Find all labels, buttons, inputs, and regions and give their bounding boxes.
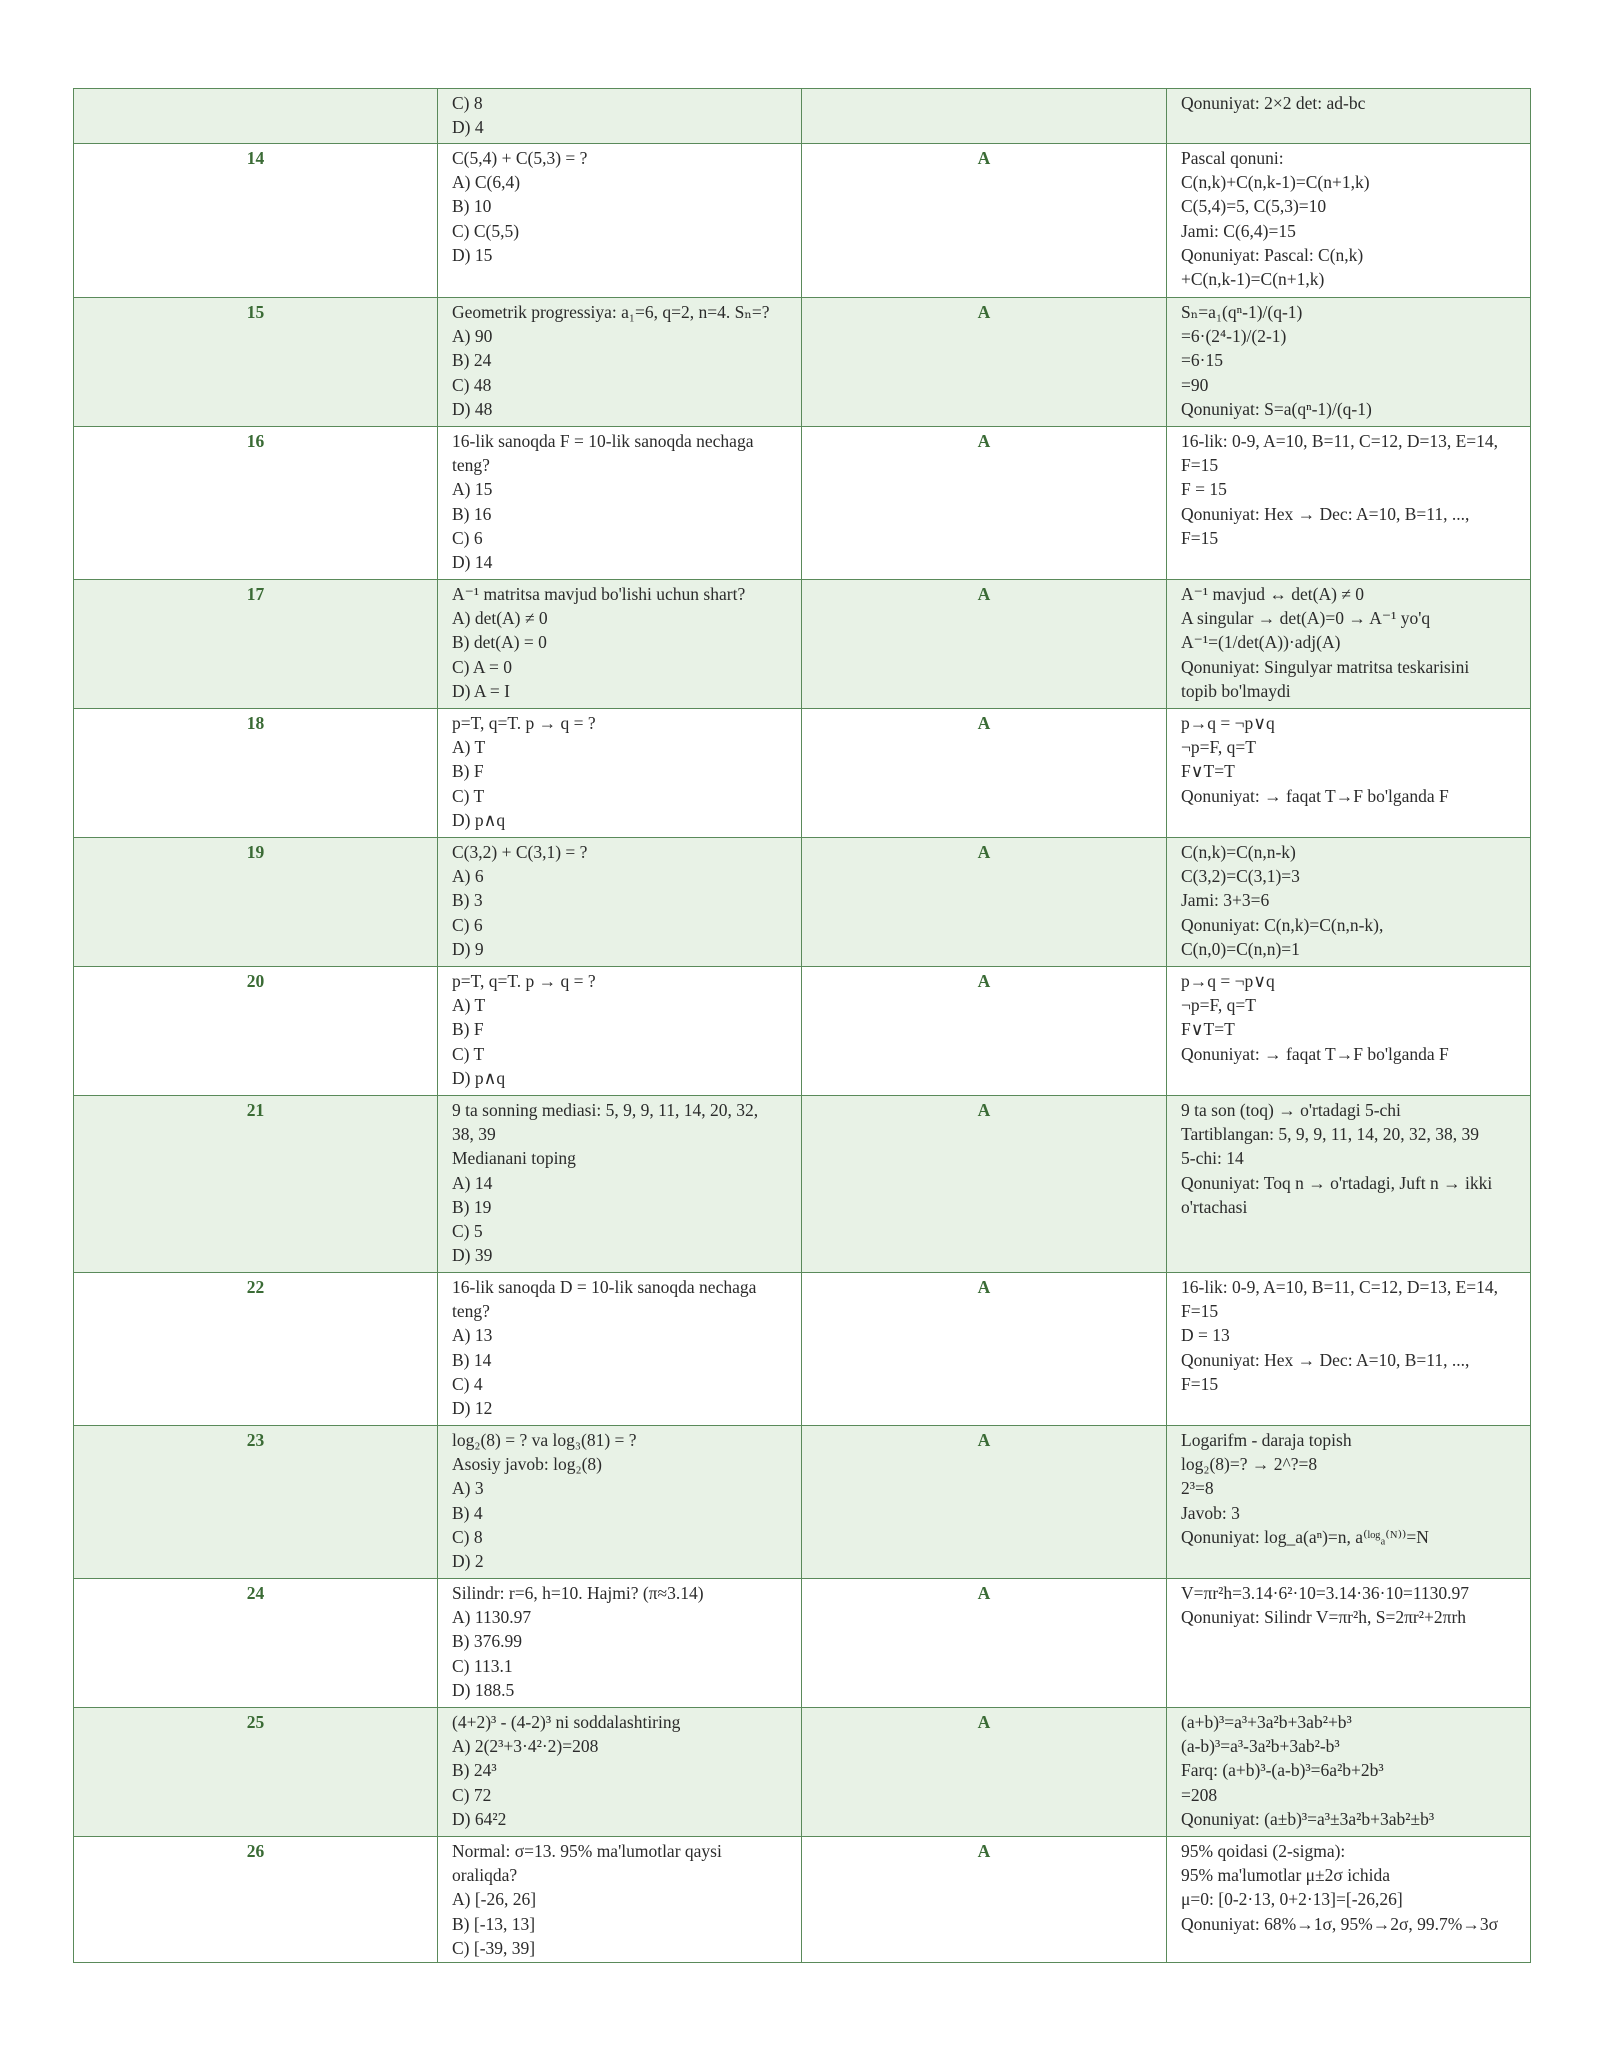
question-line: B) 376.99	[452, 1631, 522, 1652]
explanation-line: Qonuniyat: Hex → Dec: A=10, B=11, ...,	[1181, 503, 1470, 524]
explanation-line: =208	[1181, 1784, 1218, 1805]
answer-letter: A	[802, 427, 1167, 580]
question-line: B) 19	[452, 1196, 492, 1217]
question-line: A) [-26, 26]	[452, 1889, 537, 1910]
answer-letter: A	[802, 967, 1167, 1096]
question-text	[438, 709, 802, 838]
explanation-text	[1167, 1579, 1531, 1708]
question-line: D) 2	[452, 1551, 484, 1572]
explanation-line: F=15	[1181, 1301, 1219, 1322]
answer-letter: A	[802, 144, 1167, 298]
question-line: A) 14	[452, 1172, 493, 1193]
question-text	[438, 1708, 802, 1837]
question-text	[438, 1426, 802, 1579]
explanation-line: Qonuniyat: Hex → Dec: A=10, B=11, ...,	[1181, 1349, 1470, 1370]
table-row	[74, 144, 1531, 298]
question-line: D) 64²2	[452, 1808, 507, 1829]
question-number	[74, 89, 438, 144]
answer-letter: A	[802, 1579, 1167, 1708]
explanation-line: Qonuniyat: Singulyar matritsa teskarisini	[1181, 656, 1470, 677]
explanation-line: Qonuniyat: (a±b)³=a³±3a²b+3ab²±b³	[1181, 1808, 1435, 1829]
explanation-line: A⁻¹ mavjud ↔ det(A) ≠ 0	[1181, 584, 1365, 604]
explanation-line: p→q = ¬p∨q	[1181, 713, 1275, 733]
question-line: D) A = I	[452, 680, 510, 701]
table-row	[74, 1273, 1531, 1426]
question-line: B) 14	[452, 1349, 492, 1370]
explanation-line: Qonuniyat: → faqat T→F bo'lganda F	[1181, 785, 1449, 806]
question-line: B) [-13, 13]	[452, 1913, 536, 1934]
question-line: A) T	[452, 995, 486, 1016]
question-line: B) F	[452, 761, 484, 782]
table-row	[74, 1837, 1531, 1963]
question-line: C) T	[452, 1043, 485, 1064]
explanation-line: o'rtachasi	[1181, 1196, 1248, 1217]
explanation-line: 16-lik: 0-9, A=10, B=11, C=12, D=13, E=14,	[1181, 431, 1499, 451]
question-number: 26	[74, 1837, 438, 1963]
explanation-line: 95% qoidasi (2-sigma):	[1181, 1841, 1346, 1861]
explanation-line: 9 ta son (toq) → o'rtadagi 5-chi	[1181, 1100, 1401, 1120]
explanation-line: F∨T=T	[1181, 1019, 1235, 1040]
question-line: A) 6	[452, 866, 484, 887]
question-number: 15	[74, 298, 438, 427]
question-line: C) A = 0	[452, 656, 512, 677]
explanation-line: Tartiblangan: 5, 9, 9, 11, 14, 20, 32, 38, 39	[1181, 1124, 1480, 1145]
explanation-line: Pascal qonuni:	[1181, 148, 1284, 168]
explanation-line: Qonuniyat: 2×2 det: ad-bc	[1181, 93, 1366, 113]
question-line: D) 188.5	[452, 1679, 515, 1700]
explanation-line: Qonuniyat: 68%→1σ, 95%→2σ, 99.7%→3σ	[1181, 1913, 1499, 1934]
question-line: A) C(6,4)	[452, 172, 521, 193]
explanation-line: V=πr²h=3.14·6²·10=3.14·36·10=1130.97	[1181, 1583, 1470, 1603]
explanation-line: +C(n,k-1)=C(n+1,k)	[1181, 269, 1325, 290]
question-line: C) C(5,5)	[452, 220, 520, 241]
explanation-line: Qonuniyat: C(n,k)=C(n,n-k),	[1181, 914, 1384, 935]
question-line: B) det(A) = 0	[452, 632, 547, 653]
answer-letter: A	[802, 1273, 1167, 1426]
explanation-line: Sₙ=a₁(qⁿ-1)/(q-1)	[1181, 302, 1303, 322]
answer-letter: A	[802, 298, 1167, 427]
question-line: A) det(A) ≠ 0	[452, 608, 548, 629]
question-text	[438, 427, 802, 580]
question-line: A) 3	[452, 1478, 484, 1499]
explanation-text	[1167, 427, 1531, 580]
question-line: C) 8	[452, 93, 483, 113]
question-line: C) 113.1	[452, 1655, 513, 1676]
explanation-line: Javob: 3	[1181, 1502, 1240, 1523]
explanation-line: Qonuniyat: Pascal: C(n,k)	[1181, 244, 1364, 265]
explanation-line: Qonuniyat: log_a(aⁿ)=n, a⁽ˡᵒᵍₐ⁽ᴺ⁾⁾=N	[1181, 1526, 1429, 1547]
question-line: A) 13	[452, 1325, 493, 1346]
explanation-line: Qonuniyat: → faqat T→F bo'lganda F	[1181, 1043, 1449, 1064]
question-number: 22	[74, 1273, 438, 1426]
question-line: D) 48	[452, 398, 493, 419]
question-number: 16	[74, 427, 438, 580]
answer-letter: A	[802, 1096, 1167, 1273]
question-line: B) F	[452, 1019, 484, 1040]
question-line: (4+2)³ - (4-2)³ ni soddalashtiring	[452, 1712, 681, 1732]
question-text	[438, 580, 802, 709]
question-number: 24	[74, 1579, 438, 1708]
question-line: B) 4	[452, 1502, 483, 1523]
explanation-line: p→q = ¬p∨q	[1181, 971, 1275, 991]
explanation-line: 16-lik: 0-9, A=10, B=11, C=12, D=13, E=14,	[1181, 1277, 1499, 1297]
explanation-text	[1167, 1096, 1531, 1273]
explanation-line: ¬p=F, q=T	[1181, 995, 1256, 1016]
explanation-text	[1167, 967, 1531, 1096]
question-number: 20	[74, 967, 438, 1096]
answer-letter: A	[802, 1426, 1167, 1579]
question-line: Silindr: r=6, h=10. Hajmi? (π≈3.14)	[452, 1583, 704, 1603]
explanation-line: F = 15	[1181, 479, 1227, 500]
question-line: C(3,2) + C(3,1) = ?	[452, 842, 588, 862]
table-row	[74, 427, 1531, 580]
answer-letter: A	[802, 1837, 1167, 1963]
question-text	[438, 144, 802, 298]
question-line: D) 9	[452, 938, 484, 959]
table-row	[74, 89, 1531, 144]
explanation-text	[1167, 580, 1531, 709]
answer-letter: A	[802, 838, 1167, 967]
explanation-line: F=15	[1181, 455, 1219, 476]
explanation-line: Logarifm - daraja topish	[1181, 1430, 1352, 1450]
question-line: C) 4	[452, 1373, 483, 1394]
explanation-line: =90	[1181, 374, 1209, 395]
question-text	[438, 838, 802, 967]
explanation-text	[1167, 298, 1531, 427]
table-row	[74, 298, 1531, 427]
explanation-line: 2³=8	[1181, 1478, 1214, 1499]
question-number: 23	[74, 1426, 438, 1579]
question-text	[438, 1579, 802, 1708]
explanation-line: =6·15	[1181, 350, 1223, 371]
question-number: 25	[74, 1708, 438, 1837]
explanation-text	[1167, 89, 1531, 144]
question-line: 16-lik sanoqda F = 10-lik sanoqda nechaga	[452, 431, 754, 451]
question-line: B) 16	[452, 503, 492, 524]
explanation-text	[1167, 1426, 1531, 1579]
table-row	[74, 709, 1531, 838]
question-line: D) 12	[452, 1398, 493, 1419]
explanation-line: A⁻¹=(1/det(A))·adj(A)	[1181, 632, 1341, 653]
question-line: D) p∧q	[452, 809, 506, 830]
question-line: C) 5	[452, 1221, 483, 1242]
explanation-line: C(n,0)=C(n,n)=1	[1181, 938, 1300, 959]
answer-table-page	[73, 88, 1530, 1963]
table-row	[74, 838, 1531, 967]
explanation-line: C(3,2)=C(3,1)=3	[1181, 866, 1300, 887]
explanation-line: (a+b)³=a³+3a²b+3ab²+b³	[1181, 1712, 1352, 1732]
table-row	[74, 967, 1531, 1096]
question-line: log₂(8) = ? va log₃(81) = ?	[452, 1430, 637, 1450]
question-line: D) 39	[452, 1245, 493, 1266]
question-line: C(5,4) + C(5,3) = ?	[452, 148, 588, 168]
question-number: 17	[74, 580, 438, 709]
question-line: B) 3	[452, 890, 483, 911]
table-row	[74, 1426, 1531, 1579]
question-line: A) 2(2³+3·4²·2)=208	[452, 1736, 599, 1757]
question-text	[438, 298, 802, 427]
question-line: Medianani toping	[452, 1148, 576, 1169]
question-line: B) 10	[452, 196, 492, 217]
explanation-text	[1167, 1708, 1531, 1837]
question-line: oraliqda?	[452, 1865, 518, 1886]
answer-letter	[802, 89, 1167, 144]
explanation-line: F=15	[1181, 1373, 1219, 1394]
explanation-line: A singular → det(A)=0 → A⁻¹ yo'q	[1181, 608, 1431, 629]
question-line: C) 48	[452, 374, 492, 395]
explanation-line: F∨T=T	[1181, 761, 1235, 782]
question-line: C) 6	[452, 914, 483, 935]
question-text	[438, 1837, 802, 1963]
question-line: C) T	[452, 785, 485, 806]
question-line: D) 15	[452, 244, 493, 265]
explanation-line: (a-b)³=a³-3a²b+3ab²-b³	[1181, 1736, 1340, 1757]
question-line: Geometrik progressiya: a₁=6, q=2, n=4. Sₙ=?	[452, 302, 770, 322]
question-number: 21	[74, 1096, 438, 1273]
explanation-line: D = 13	[1181, 1325, 1230, 1346]
question-line: C) 8	[452, 1526, 483, 1547]
explanation-line: C(n,k)+C(n,k-1)=C(n+1,k)	[1181, 172, 1370, 193]
explanation-line: Farq: (a+b)³-(a-b)³=6a²b+2b³	[1181, 1760, 1384, 1781]
question-line: A) 90	[452, 326, 493, 347]
question-line: D) 4	[452, 117, 484, 138]
explanation-line: μ=0: [0-2·13, 0+2·13]=[-26,26]	[1181, 1889, 1403, 1910]
question-line: Asosiy javob: log₂(8)	[452, 1454, 602, 1475]
explanation-line: F=15	[1181, 527, 1219, 548]
explanation-text	[1167, 709, 1531, 838]
question-line: C) 72	[452, 1784, 492, 1805]
explanation-line: Qonuniyat: Silindr V=πr²h, S=2πr²+2πrh	[1181, 1607, 1467, 1628]
explanation-line: Jami: C(6,4)=15	[1181, 220, 1296, 241]
explanation-line: C(5,4)=5, C(5,3)=10	[1181, 196, 1327, 217]
question-line: teng?	[452, 1301, 490, 1322]
question-text	[438, 89, 802, 144]
explanation-line: =6·(2⁴-1)/(2-1)	[1181, 326, 1287, 347]
explanation-line: Qonuniyat: S=a(qⁿ-1)/(q-1)	[1181, 398, 1372, 419]
explanation-line: Qonuniyat: Toq n → o'rtadagi, Juft n → ikki	[1181, 1172, 1493, 1193]
question-line: B) 24	[452, 350, 492, 371]
explanation-text	[1167, 838, 1531, 967]
question-line: D) 14	[452, 552, 493, 573]
answer-table-body	[74, 89, 1531, 1963]
explanation-line: topib bo'lmaydi	[1181, 680, 1291, 701]
question-line: C) 6	[452, 527, 483, 548]
explanation-text	[1167, 1837, 1531, 1963]
question-text	[438, 1096, 802, 1273]
question-line: D) p∧q	[452, 1067, 506, 1088]
explanation-line: log₂(8)=? → 2^?=8	[1181, 1454, 1318, 1475]
question-number: 18	[74, 709, 438, 838]
question-line: A) 1130.97	[452, 1607, 532, 1628]
question-line: C) [-39, 39]	[452, 1937, 536, 1958]
question-number: 19	[74, 838, 438, 967]
question-line: p=T, q=T. p → q = ?	[452, 971, 596, 991]
question-line: 38, 39	[452, 1124, 496, 1145]
answer-letter: A	[802, 580, 1167, 709]
question-number: 14	[74, 144, 438, 298]
table-row	[74, 1096, 1531, 1273]
answer-letter: A	[802, 709, 1167, 838]
question-line: A) T	[452, 737, 486, 758]
question-line: 9 ta sonning mediasi: 5, 9, 9, 11, 14, 20, 32,	[452, 1100, 759, 1120]
table-row	[74, 580, 1531, 709]
explanation-line: 5-chi: 14	[1181, 1148, 1244, 1169]
question-line: B) 24³	[452, 1760, 497, 1781]
explanation-text	[1167, 144, 1531, 298]
question-line: 16-lik sanoqda D = 10-lik sanoqda nechaga	[452, 1277, 757, 1297]
question-line: A) 15	[452, 479, 493, 500]
question-line: teng?	[452, 455, 490, 476]
question-text	[438, 967, 802, 1096]
question-line: A⁻¹ matritsa mavjud bo'lishi uchun shart?	[452, 584, 746, 604]
question-line: Normal: σ=13. 95% ma'lumotlar qaysi	[452, 1841, 722, 1861]
question-line: p=T, q=T. p → q = ?	[452, 713, 596, 733]
answer-table	[73, 88, 1531, 1963]
table-row	[74, 1579, 1531, 1708]
explanation-line: C(n,k)=C(n,n-k)	[1181, 842, 1296, 862]
table-row	[74, 1708, 1531, 1837]
answer-letter: A	[802, 1708, 1167, 1837]
explanation-line: ¬p=F, q=T	[1181, 737, 1256, 758]
explanation-line: Jami: 3+3=6	[1181, 890, 1270, 911]
explanation-line: 95% ma'lumotlar μ±2σ ichida	[1181, 1865, 1390, 1886]
question-text	[438, 1273, 802, 1426]
explanation-text	[1167, 1273, 1531, 1426]
